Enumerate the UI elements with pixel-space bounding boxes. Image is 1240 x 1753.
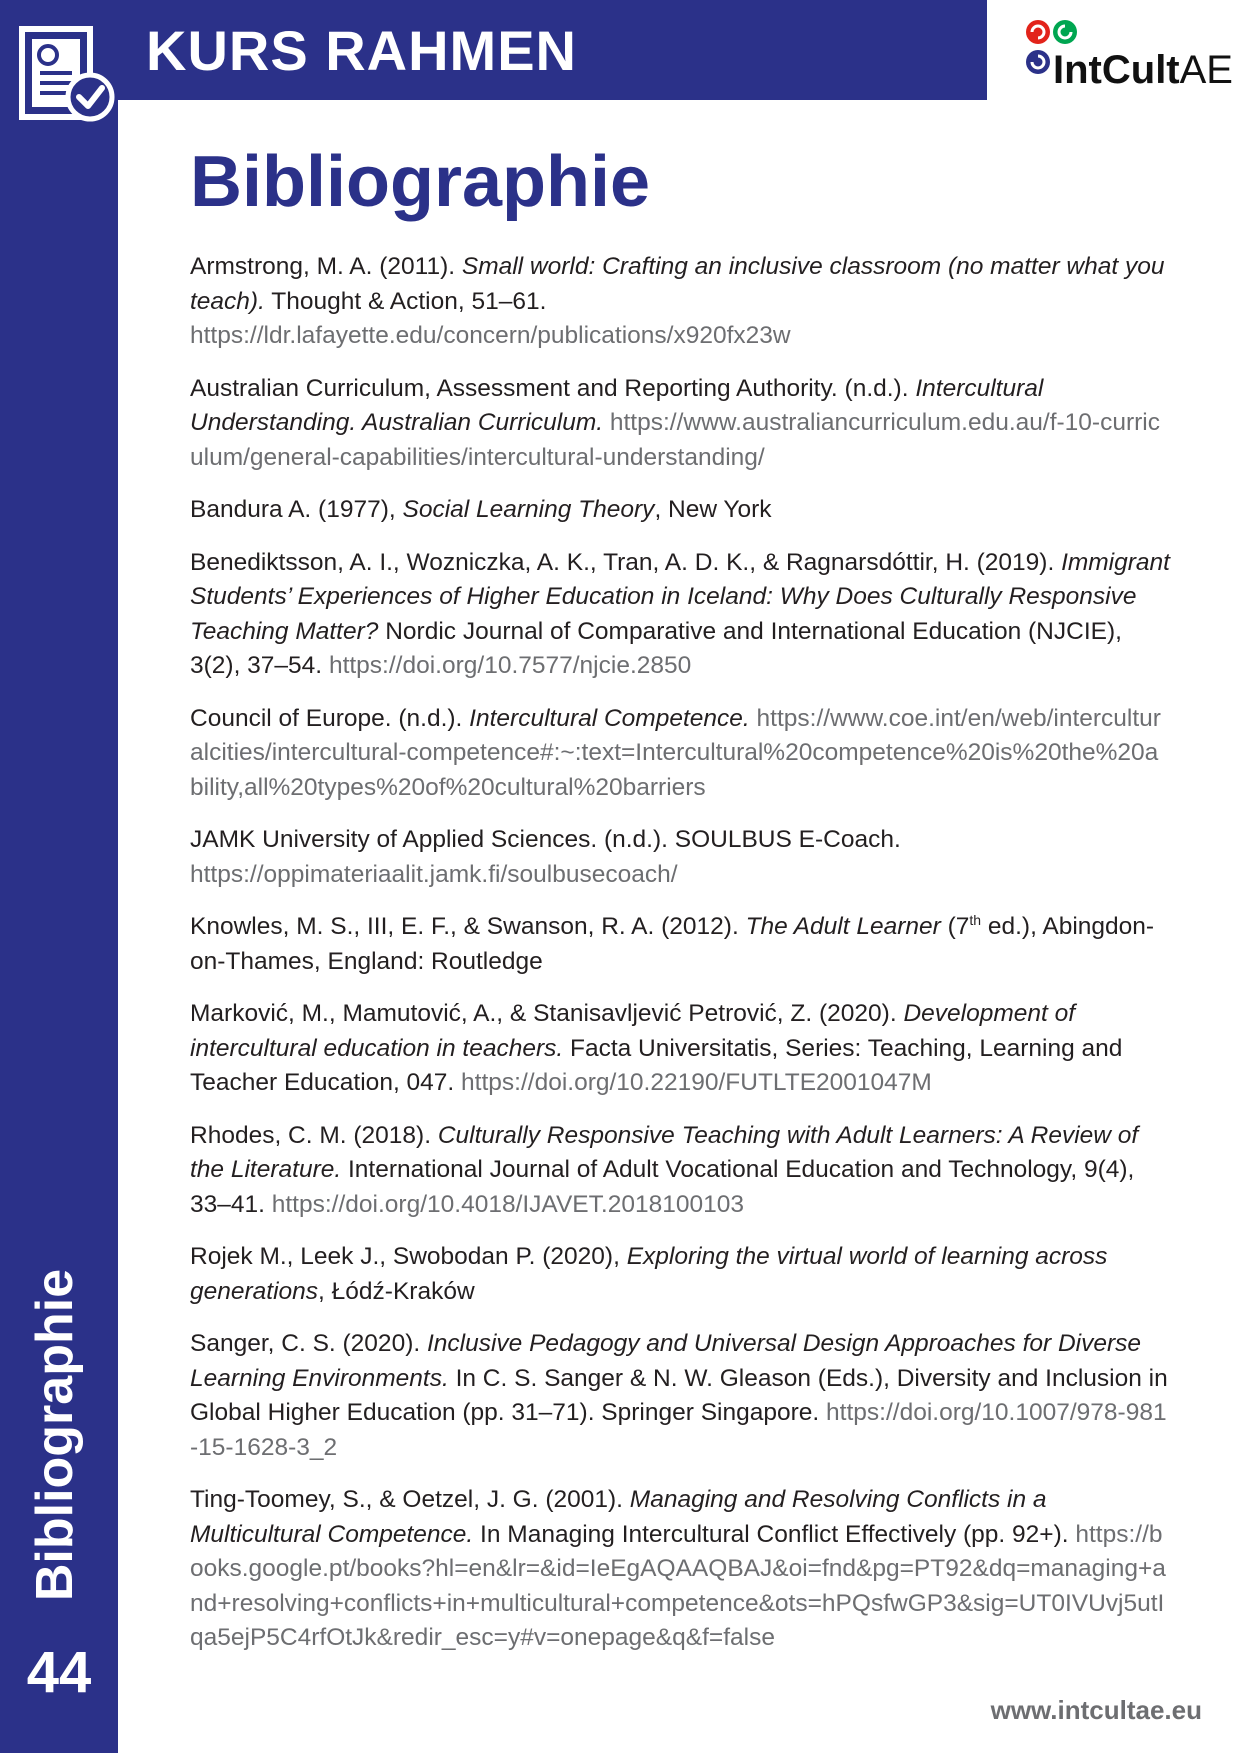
entry-title: Intercultural Competence. — [469, 704, 750, 732]
entry-edition-suffix: th — [969, 911, 982, 928]
bibliography-entry — [190, 1327, 1170, 1465]
entry-url-link[interactable]: https://oppimateriaalit.jamk.fi/soulbusecoach/ — [190, 860, 678, 888]
entry-url-link[interactable]: https://www.australiancurriculum.edu.au/f-10-curriculum/general-capabilities/intercultural-understanding/ — [190, 409, 1160, 471]
header-title: KURS RAHMEN — [146, 19, 577, 82]
entry-url-link[interactable]: https://doi.org/10.22190/FUTLTE2001047M — [461, 1069, 932, 1096]
entry-details: In Managing Intercultural Conflict Effectively (pp. 92+). — [473, 1520, 1076, 1548]
bibliography-entry — [190, 1240, 1170, 1309]
footer-website-link[interactable]: www.intcultae.eu — [990, 1695, 1202, 1725]
entry-title: Immigrant Students’ Experiences of Higher Education in Iceland: Why Does Culturally Responsive Teaching Matter? — [190, 548, 1170, 645]
entry-authors: JAMK University of Applied Sciences. (n.d.). SOULBUS E-Coach. — [190, 826, 901, 853]
entry-details: , New York — [654, 496, 772, 523]
entry-url-link[interactable]: https://books.google.pt/books?hl=en&lr=&id=IeEgAQAAQBAJ&oi=fnd&pg=PT92&dq=managing+and+resolving+conflicts+in+multicultural+competence&ots=hPQsfwGP3&sig=UT0IVUvj5utIqa5ejP5C4rfOtJk&redir_esc=y#v=onepage&q&f=false — [190, 1520, 1166, 1651]
document-checklist-icon — [18, 25, 118, 130]
entry-details: Nordic Journal of Comparative and International Education (NJCIE), 3(2), 37–54. — [190, 617, 1122, 679]
entry-url-link[interactable]: https://www.coe.int/en/web/interculturalcities/intercultural-competence#:~:text=Intercultural%20competence%20is%20the%20ability,all%20types%20of%20cultural%20barriers — [190, 704, 1161, 801]
entry-details: Facta Universitatis, Series: Teaching, Learning and Teacher Education, 047. — [190, 1034, 1123, 1096]
page-heading: Bibliographie — [190, 142, 651, 222]
entry-url-link[interactable]: https://doi.org/10.1007/978-981-15-1628-3_2 — [190, 1399, 1167, 1461]
entry-authors: Council of Europe. (n.d.). — [190, 704, 470, 732]
entry-title: Social Learning Theory — [402, 496, 655, 523]
entry-authors: Marković, M., Mamutović, A., & Stanisavljević Petrović, Z. (2020). — [190, 1000, 904, 1027]
entry-title: Intercultural Understanding. Australian Curriculum. — [190, 374, 1044, 436]
bibliography-entry — [190, 997, 1170, 1101]
entry-url-link[interactable]: https://doi.org/10.7577/njcie.2850 — [328, 652, 692, 679]
bibliography-entry — [190, 823, 1170, 892]
entry-details — [603, 409, 610, 436]
bibliography-entry — [190, 372, 1170, 476]
bibliography-entry — [190, 493, 1170, 528]
logo-wordmark — [1053, 48, 1233, 92]
entry-url-link[interactable]: https://doi.org/10.4018/IJAVET.2018100103 — [271, 1190, 744, 1218]
bibliography-entry — [190, 546, 1170, 684]
entry-title: Small world: Crafting an inclusive classroom (no matter what you teach). — [190, 253, 1165, 315]
bibliography-entry — [190, 702, 1170, 806]
entry-details: , Łódź-Kraków — [318, 1277, 475, 1305]
entry-title: Culturally Responsive Teaching with Adult Learners: A Review of the Literature. — [190, 1121, 1139, 1183]
logo-text-suffix: AE — [1179, 48, 1233, 92]
entry-details: In C. S. Sanger & N. W. Gleason (Eds.), Diversity and Inclusion in Global Higher Education (pp. 31–71). Springer Singapore. — [190, 1364, 1168, 1426]
entry-details: International Journal of Adult Vocational Education and Technology, 9(4), 33–41. — [190, 1156, 1135, 1218]
entry-authors: Armstrong, M. A. (2011). — [190, 253, 462, 280]
entry-details — [750, 705, 757, 732]
bibliography-list — [190, 250, 1170, 1674]
page-number: 44 — [26, 1640, 92, 1705]
side-section-label: Bibliographie — [26, 1268, 84, 1602]
entry-authors: Sanger, C. S. (2020). — [190, 1330, 427, 1357]
intcultae-logo — [1025, 18, 1233, 92]
entry-authors: Knowles, M. S., III, E. F., & Swanson, R. A. (2012). — [190, 913, 746, 940]
entry-title: Development of intercultural education in teachers. — [190, 1000, 1076, 1062]
entry-authors: Rhodes, C. M. (2018). — [190, 1121, 438, 1149]
logo-text-prefix: IntCult — [1053, 48, 1180, 92]
entry-details: Thought & Action, 51–61. — [264, 287, 547, 315]
entry-title: Inclusive Pedagogy and Universal Design Approaches for Diverse Learning Environments. — [190, 1330, 1142, 1392]
entry-title: Exploring the virtual world of learning across generations — [190, 1243, 1108, 1305]
entry-authors: Australian Curriculum, Assessment and Reporting Authority. (n.d.). — [190, 374, 916, 402]
entry-title: The Adult Learner — [745, 913, 941, 940]
entry-title: Managing and Resolving Conflicts in a Multicultural Competence. — [190, 1486, 1047, 1548]
entry-publisher: ed.), Abingdon-on-Thames, England: Routledge — [190, 913, 1155, 975]
entry-authors: Ting-Toomey, S., & Oetzel, J. G. (2001). — [190, 1486, 630, 1513]
bibliography-entry — [190, 250, 1170, 354]
bibliography-entry — [190, 910, 1170, 979]
entry-authors: Rojek M., Leek J., Swobodan P. (2020), — [190, 1243, 627, 1270]
bibliography-entry — [190, 1483, 1170, 1656]
entry-authors: Benediktsson, A. I., Wozniczka, A. K., Tran, A. D. K., & Ragnarsdóttir, H. (2019). — [190, 548, 1062, 576]
entry-authors: Bandura A. (1977), — [190, 496, 403, 523]
entry-url-link[interactable]: https://ldr.lafayette.edu/concern/publications/x920fx23w — [190, 322, 791, 349]
entry-details: (7 — [940, 913, 970, 940]
bibliography-entry — [190, 1119, 1170, 1223]
